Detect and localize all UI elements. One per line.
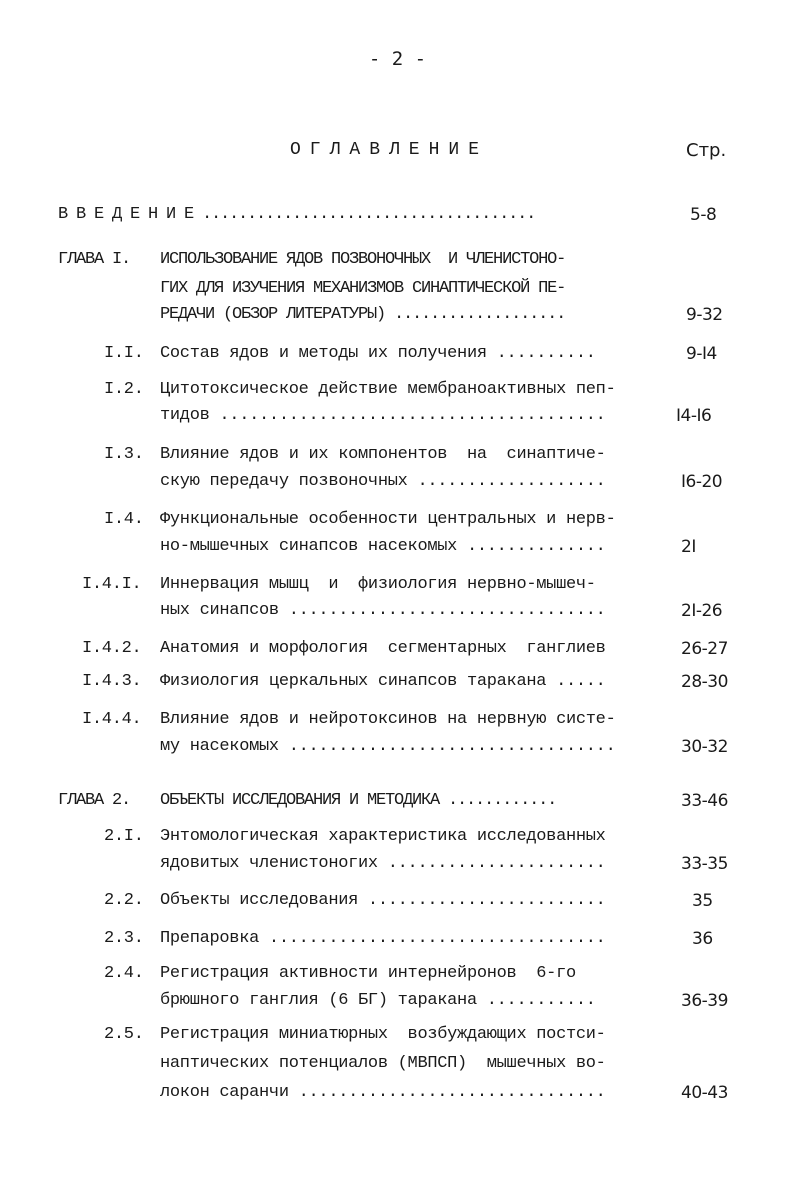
entry-number: ГЛАВА 2.: [58, 791, 131, 810]
entry-number: I.2.: [104, 380, 144, 399]
entry-pages: 26-27: [681, 639, 728, 659]
entry-title-line: Препаровка ..................................: [160, 929, 606, 948]
entry-title-line: Объекты исследования ........................: [160, 891, 606, 910]
entry-title-line: скую передачу позвоночных ...................: [160, 472, 606, 491]
entry-title-line: В В Е Д Е Н И Е .....................................: [58, 205, 536, 224]
entry-number: I.4.: [104, 510, 144, 529]
entry-pages: 35: [692, 891, 713, 911]
entry-title-line: му насекомых .................................: [160, 737, 616, 756]
entry-title-line: локон саранчи ...............................: [160, 1083, 606, 1102]
entry-number: I.4.3.: [82, 672, 142, 691]
entry-title-line: Цитотоксическое действие мембраноактивных пеп-: [160, 380, 616, 399]
entry-title-line: ядовитых членистоногих ......................: [160, 854, 606, 873]
entry-title-line: но-мышечных синапсов насекомых ..............: [160, 537, 606, 556]
entry-number: I.I.: [104, 344, 144, 363]
entry-title-line: Иннервация мышц и физиология нервно-мышеч-: [160, 575, 596, 594]
entry-title-line: ных синапсов ................................: [160, 601, 606, 620]
entry-title-line: Регистрация активности интернейронов 6-го: [160, 964, 576, 983]
toc-title: ОГЛАВЛЕНИЕ: [290, 140, 489, 160]
entry-title-line: тидов .......................................: [160, 406, 606, 425]
entry-number: I.4.4.: [82, 710, 142, 729]
entry-title-line: ГИХ ДЛЯ ИЗУЧЕНИЯ МЕХАНИЗМОВ СИНАПТИЧЕСКОЙ ПЕ-: [160, 279, 566, 298]
entry-pages: 2I: [681, 537, 696, 557]
entry-title-line: наптических потенциалов (МВПСП) мышечных во-: [160, 1054, 606, 1073]
entry-number: 2.I.: [104, 827, 144, 846]
entry-title-line: РЕДАЧИ (ОБЗОР ЛИТЕРАТУРЫ) ...................: [160, 305, 566, 324]
entry-number: 2.5.: [104, 1025, 144, 1044]
entry-title-line: ИСПОЛЬЗОВАНИЕ ЯДОВ ПОЗВОНОЧНЫХ И ЧЛЕНИСТОНО-: [160, 250, 566, 269]
entry-pages: 36-39: [681, 991, 728, 1011]
entry-number: I.4.2.: [82, 639, 142, 658]
entry-pages: 33-35: [681, 854, 728, 874]
entry-title-line: ОБЪЕКТЫ ИССЛЕДОВАНИЯ И МЕТОДИКА ............: [160, 791, 557, 810]
entry-number: 2.3.: [104, 929, 144, 948]
entry-title-line: Регистрация миниатюрных возбуждающих постси-: [160, 1025, 606, 1044]
pages-column-label: Стр.: [686, 140, 727, 161]
entry-title-line: Влияние ядов и их компонентов на синаптиче-: [160, 445, 606, 464]
entry-number: 2.4.: [104, 964, 144, 983]
entry-pages: 33-46: [681, 791, 728, 811]
entry-title-line: Состав ядов и методы их получения ..........: [160, 344, 596, 363]
entry-number: I.4.I.: [82, 575, 142, 594]
entry-title-line: Энтомологическая характеристика исследованных: [160, 827, 606, 846]
entry-pages: 36: [692, 929, 713, 949]
entry-title-line: Влияние ядов и нейротоксинов на нервную систе-: [160, 710, 616, 729]
entry-pages: 9-I4: [686, 344, 717, 364]
entry-title-line: Функциональные особенности центральных и нерв-: [160, 510, 616, 529]
entry-pages: 2I-26: [681, 601, 723, 621]
entry-title-line: Анатомия и морфология сегментарных ганглиев: [160, 639, 606, 658]
entry-title-line: Физиология церкальных синапсов таракана .....: [160, 672, 606, 691]
page-number: - 2 -: [368, 48, 427, 70]
entry-pages: 40-43: [681, 1083, 728, 1103]
entry-number: I.3.: [104, 445, 144, 464]
entry-pages: 9-32: [686, 305, 723, 325]
entry-pages: 5-8: [690, 205, 717, 225]
entry-pages: 28-30: [681, 672, 728, 692]
entry-number: 2.2.: [104, 891, 144, 910]
entry-number: ГЛАВА I.: [58, 250, 131, 269]
entry-title-line: брюшного ганглия (6 БГ) таракана ...........: [160, 991, 596, 1010]
entry-pages: I4-I6: [676, 406, 712, 426]
entry-pages: I6-20: [681, 472, 723, 492]
entry-pages: 30-32: [681, 737, 728, 757]
